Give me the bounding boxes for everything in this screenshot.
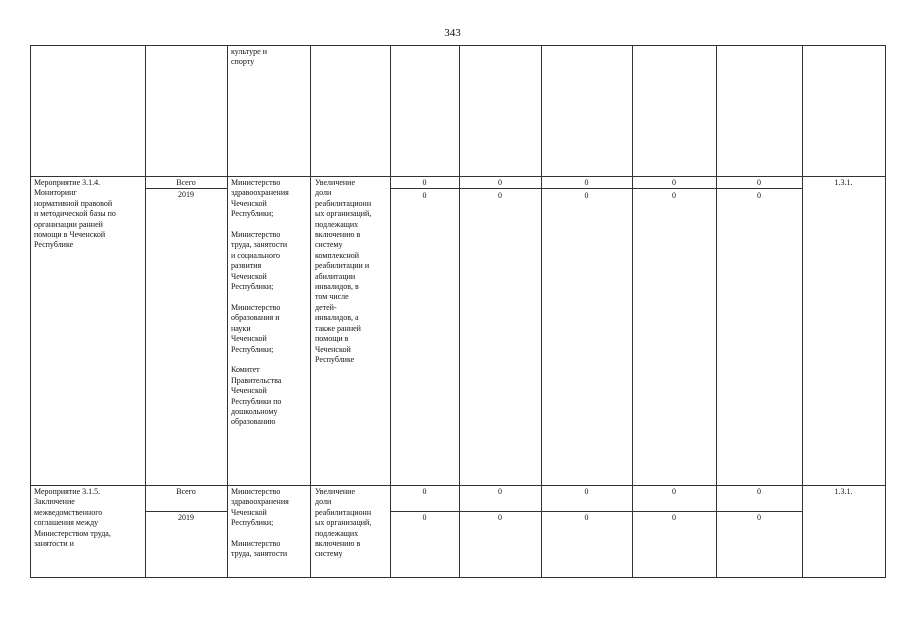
event-3-1-4-year-value-1: 0: [422, 191, 427, 200]
event-3-1-5-total-value-4: 0: [672, 487, 676, 496]
subrow-divider-1b: [390, 188, 802, 189]
event-3-1-4-text: Мероприятие 3.1.4. Мониторинг нормативной правовой и методической базы по организации ранней помощи в Чеченской Республике: [34, 178, 116, 250]
event-3-1-5-total-label: Всего: [176, 487, 196, 496]
executor-tail-text: культуре и спорту: [231, 47, 267, 67]
event-3-1-4-executors: Министерство здравоохранения Чеченской Республики; Министерство труда, занятости и социального развития Чеченской Республики; Министерство образования и науки Чеченской Республики; Комитет Правительства Чеченской Республики по дошкольному образованию: [231, 178, 289, 427]
event-3-1-5-executors: Министерство здравоохранения Чеченской Республики; Министерство труда, занятости: [231, 487, 289, 559]
event-3-1-4-total-value-1: 0: [422, 178, 427, 187]
subrow-divider-2: [145, 511, 227, 512]
row-divider-1: [30, 176, 886, 177]
col-border-2: [227, 45, 228, 578]
event-3-1-5-year: 2019: [178, 513, 194, 522]
event-3-1-5-year-value-4: 0: [672, 513, 676, 522]
col-border-7: [632, 45, 633, 578]
event-3-1-4-year: 2019: [178, 190, 194, 199]
event-3-1-4-year-value-4: 0: [672, 191, 676, 200]
col-border-1: [145, 45, 146, 578]
event-3-1-4-year-value-5: 0: [757, 191, 761, 200]
event-3-1-4-result: Увеличение доли реабилитационн ых организаций, подлежащих включению в систему комплексной реабилитации и абилитации инвалидов, в том числе детей- инвалидов, а также ранней помощи в Чеченской Республике: [315, 178, 372, 364]
col-border-10: [885, 45, 886, 578]
event-3-1-5-year-value-1: 0: [422, 513, 427, 522]
event-3-1-5-year-value-3: 0: [584, 513, 589, 522]
event-3-1-4-indicator: 1.3.1.: [834, 178, 853, 187]
table-top-border: [30, 45, 886, 46]
event-3-1-5-total-value-2: 0: [498, 487, 502, 496]
table-bottom-border: [30, 577, 886, 578]
col-border-0: [30, 45, 31, 578]
event-3-1-5-total-value-3: 0: [584, 487, 589, 496]
col-border-8: [716, 45, 717, 578]
event-3-1-4-year-value-3: 0: [584, 191, 589, 200]
event-3-1-5-year-value-5: 0: [757, 513, 761, 522]
event-3-1-4-year-value-2: 0: [498, 191, 502, 200]
event-3-1-4-total-label: Всего: [176, 178, 196, 187]
event-3-1-5-indicator: 1.3.1.: [834, 487, 853, 496]
event-3-1-4-total-value-4: 0: [672, 178, 676, 187]
event-3-1-5-total-value-1: 0: [422, 487, 427, 496]
col-border-5: [459, 45, 460, 578]
col-border-4: [390, 45, 391, 578]
event-3-1-5-total-value-5: 0: [757, 487, 761, 496]
col-border-3: [310, 45, 311, 578]
row-divider-2: [30, 485, 886, 486]
event-3-1-5-result: Увеличение доли реабилитационн ых организаций, подлежащих включению в систему: [315, 487, 372, 559]
col-border-9: [802, 45, 803, 578]
event-3-1-4-total-value-2: 0: [498, 178, 502, 187]
event-3-1-4-total-value-3: 0: [584, 178, 589, 187]
page-number: 343: [444, 27, 461, 39]
event-3-1-5-text: Мероприятие 3.1.5. Заключение межведомственного соглашения между Министерством труда, занятости и: [34, 487, 111, 549]
col-border-6: [541, 45, 542, 578]
event-3-1-4-total-value-5: 0: [757, 178, 761, 187]
subrow-divider-2b: [390, 511, 802, 512]
event-3-1-5-year-value-2: 0: [498, 513, 502, 522]
